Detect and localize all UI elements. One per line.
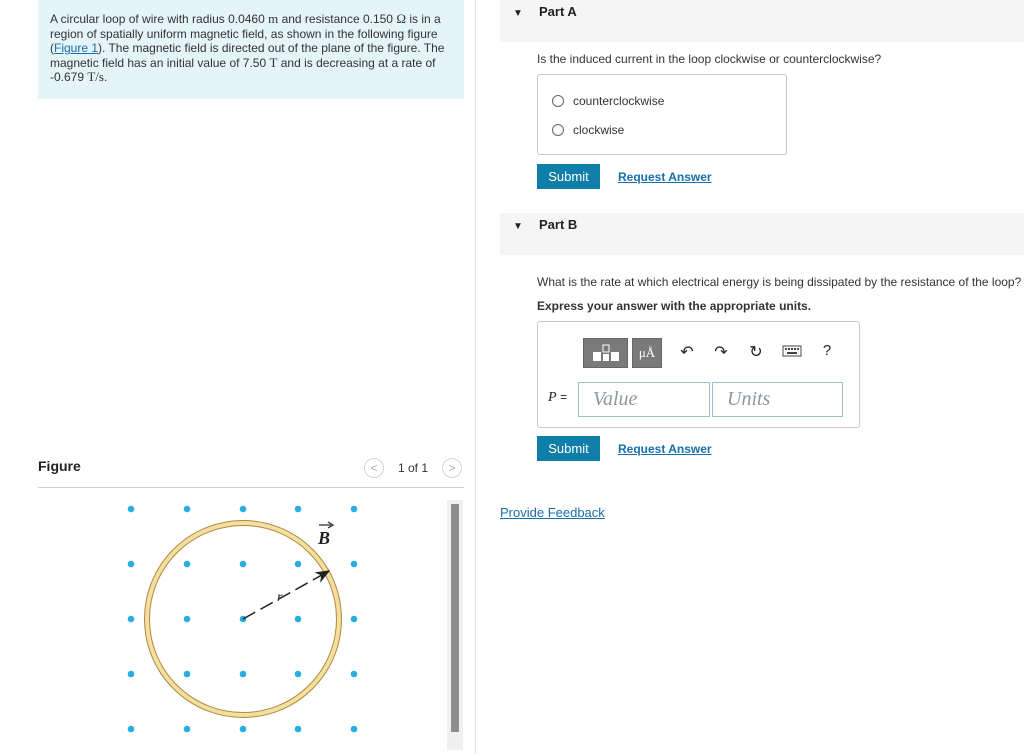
answer-box	[537, 321, 860, 428]
part-a-request-answer-link[interactable]: Request Answer	[618, 170, 712, 184]
field-dot	[128, 561, 135, 568]
part-a-header[interactable]	[500, 0, 1024, 42]
radio-clockwise[interactable]	[552, 124, 564, 136]
radio-counterclockwise[interactable]	[552, 95, 564, 107]
field-dot	[240, 506, 247, 513]
part-a-label: Part A	[539, 4, 577, 19]
figure-pager	[364, 458, 462, 478]
unit-tesla: T	[269, 54, 278, 70]
figure-scrollbar[interactable]	[447, 500, 463, 750]
caret-down-icon[interactable]: ▼	[513, 221, 523, 232]
problem-text-2: and resistance 0.150	[278, 12, 397, 26]
field-dot	[184, 616, 191, 623]
field-dot	[128, 726, 135, 733]
units-button[interactable]: μÅ	[632, 338, 662, 368]
part-b-request-answer-link[interactable]: Request Answer	[618, 442, 712, 456]
option-label: clockwise	[573, 123, 625, 137]
part-b-instruction: Express your answer with the appropriate units.	[537, 299, 812, 313]
field-dot	[184, 561, 191, 568]
templates-icon	[591, 343, 621, 363]
field-dot	[351, 506, 358, 513]
problem-text-4: ). The magnetic field is directed out of the plane of the figure. The magnetic field has an initial value of 7.50	[50, 41, 445, 70]
field-dot	[128, 671, 135, 678]
option-label: counterclockwise	[573, 94, 665, 108]
caret-down-icon[interactable]: ▼	[513, 8, 523, 19]
part-b-submit-button[interactable]: Submit	[537, 436, 600, 461]
scrollbar-thumb[interactable]	[451, 504, 459, 732]
field-dot	[240, 726, 247, 733]
problem-text-6: .	[103, 70, 108, 84]
field-dot	[184, 671, 191, 678]
chevron-left-icon[interactable]: <	[364, 458, 384, 478]
field-dot	[240, 561, 247, 568]
chevron-right-icon[interactable]: >	[442, 458, 462, 478]
reset-icon[interactable]: ↻	[749, 344, 763, 361]
figure-link[interactable]: Figure 1	[54, 41, 99, 55]
undo-icon[interactable]: ↶	[680, 344, 694, 361]
unit-ohm: Ω	[396, 11, 406, 26]
keyboard-icon[interactable]	[782, 344, 802, 363]
left-column	[0, 0, 476, 754]
problem-statement	[38, 0, 464, 99]
choice-group	[537, 74, 787, 155]
templates-button[interactable]	[583, 338, 628, 368]
figure-header	[38, 458, 464, 488]
help-icon[interactable]: ?	[822, 342, 832, 359]
variable-label: P =	[548, 390, 568, 405]
part-b-label: Part B	[539, 217, 578, 232]
part-b-question: What is the rate at which electrical energy is being dissipated by the resistance of the loop?	[537, 275, 1022, 289]
field-dot	[295, 561, 302, 568]
field-dot	[351, 726, 358, 733]
magnetic-field-diagram	[38, 489, 464, 754]
figure-title: Figure	[38, 458, 81, 474]
field-dot	[351, 616, 358, 623]
provide-feedback-link[interactable]: Provide Feedback	[500, 505, 605, 520]
field-dot	[184, 726, 191, 733]
field-dot	[295, 506, 302, 513]
option-clockwise[interactable]	[552, 123, 624, 137]
field-dot	[240, 671, 247, 678]
problem-text-3: is in a region of spatially uniform magnetic field, as shown in the following figure (	[50, 12, 441, 55]
field-label: B	[318, 528, 331, 548]
field-dot	[295, 671, 302, 678]
field-dot	[128, 506, 135, 513]
field-dot	[351, 561, 358, 568]
units-input[interactable]	[712, 382, 843, 417]
problem-text-5: and is decreasing at a rate of -0.679	[50, 55, 436, 84]
field-dot	[184, 506, 191, 513]
problem-text-1: A circular loop of wire with radius 0.0460	[50, 12, 269, 26]
field-dot	[128, 616, 135, 623]
radius-arrow	[243, 571, 329, 619]
field-dot	[295, 726, 302, 733]
field-dot	[351, 671, 358, 678]
radius-label: r	[277, 590, 283, 605]
pager-text: 1 of 1	[397, 461, 428, 475]
unit-rate: T/s	[87, 69, 104, 84]
part-a-question: Is the induced current in the loop clockwise or counterclockwise?	[537, 52, 882, 66]
redo-icon[interactable]: ↷	[714, 344, 728, 361]
part-b-header[interactable]	[500, 213, 1024, 255]
part-a-submit-button[interactable]: Submit	[537, 164, 600, 189]
option-counterclockwise[interactable]	[552, 94, 664, 108]
unit-meters: m	[268, 11, 279, 26]
value-input[interactable]	[578, 382, 710, 417]
figure-image	[38, 489, 464, 754]
field-dot	[295, 616, 302, 623]
